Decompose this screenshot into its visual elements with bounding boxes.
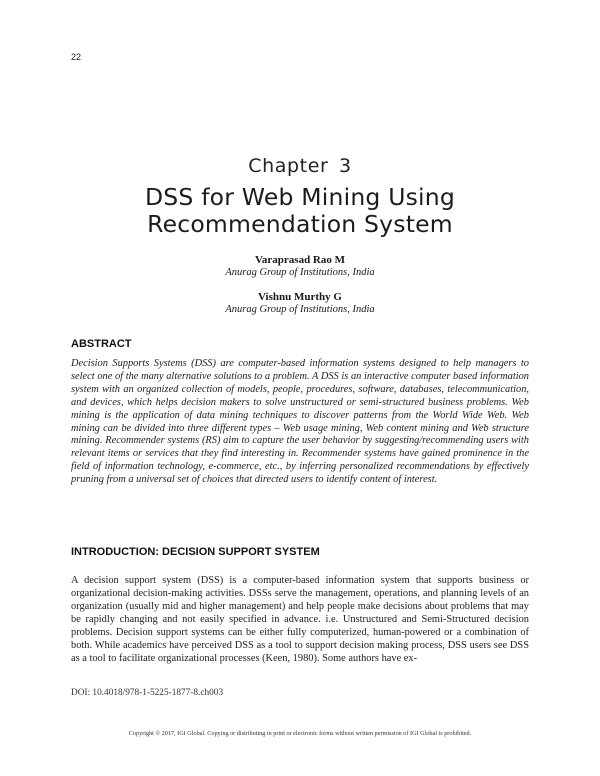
chapter-title-line-2: Recommendation System [147, 210, 453, 238]
author-1-name: Varaprasad Rao M [254, 254, 346, 266]
chapter-title-line-1: DSS for Web Mining Using [145, 183, 455, 211]
chapter-title [0, 184, 600, 238]
author-1-affiliation: Anurag Group of Institutions, India [225, 267, 375, 278]
abstract-body: Decision Supports Systems (DSS) are computer-based information systems designed to help managers to select one of the many alternative solutions to a problem. A DSS is an interactive computer based information system with an organized collection of models, people, procedures, software, databases, telecommunication, and devices, which helps decision makers to solve unstructured or semi-structured business problems. Web mining is the application of data mining techniques to discover patterns from the World Wide Web. Web mining can be divided into three different types – Web usage mining, Web content mining and Web structure mining. Recommender systems (RS) aim to capture the user behavior by suggesting/recommending users with relevant items or services that they find interesting in. Recommender systems have gained prominence in the field of information technology, e-commerce, etc., by inferring personalized recommendations by effectively pruning from a universal set of choices that directed users to identify content of interest. [71, 358, 529, 486]
chapter-label: Chapter 3 [248, 155, 352, 177]
introduction-body: A decision support system (DSS) is a computer-based information system that supports business or organizational decision-making activities. DSSs serve the management, operations, and planning levels of an organization (usually mid and higher management) and help people make decisions about problems that may be rapidly changing and not easily specified in advance. i.e. Unstructured and Semi-Structured decision problems. Decision support systems can be either fully computerized, human-powered or a combination of both. While academics have perceived DSS as a tool to support decision making process, DSS users see DSS as a tool to facilitate organizational processes (Keen, 1980). Some authors have ex- [71, 575, 529, 664]
copyright-notice: Copyright © 2017, IGI Global. Copying or distributing in print or electronic forms without written permission of IGI Global is prohibited. [128, 730, 472, 737]
page-number: 22 [71, 52, 82, 62]
abstract-heading: ABSTRACT [71, 338, 132, 350]
introduction-heading: INTRODUCTION: DECISION SUPPORT SYSTEM [71, 546, 320, 558]
author-2-affiliation: Anurag Group of Institutions, India [225, 304, 375, 315]
author-2-name: Vishnu Murthy G [258, 291, 342, 303]
doi: DOI: 10.4018/978-1-5225-1877-8.ch003 [71, 688, 224, 698]
